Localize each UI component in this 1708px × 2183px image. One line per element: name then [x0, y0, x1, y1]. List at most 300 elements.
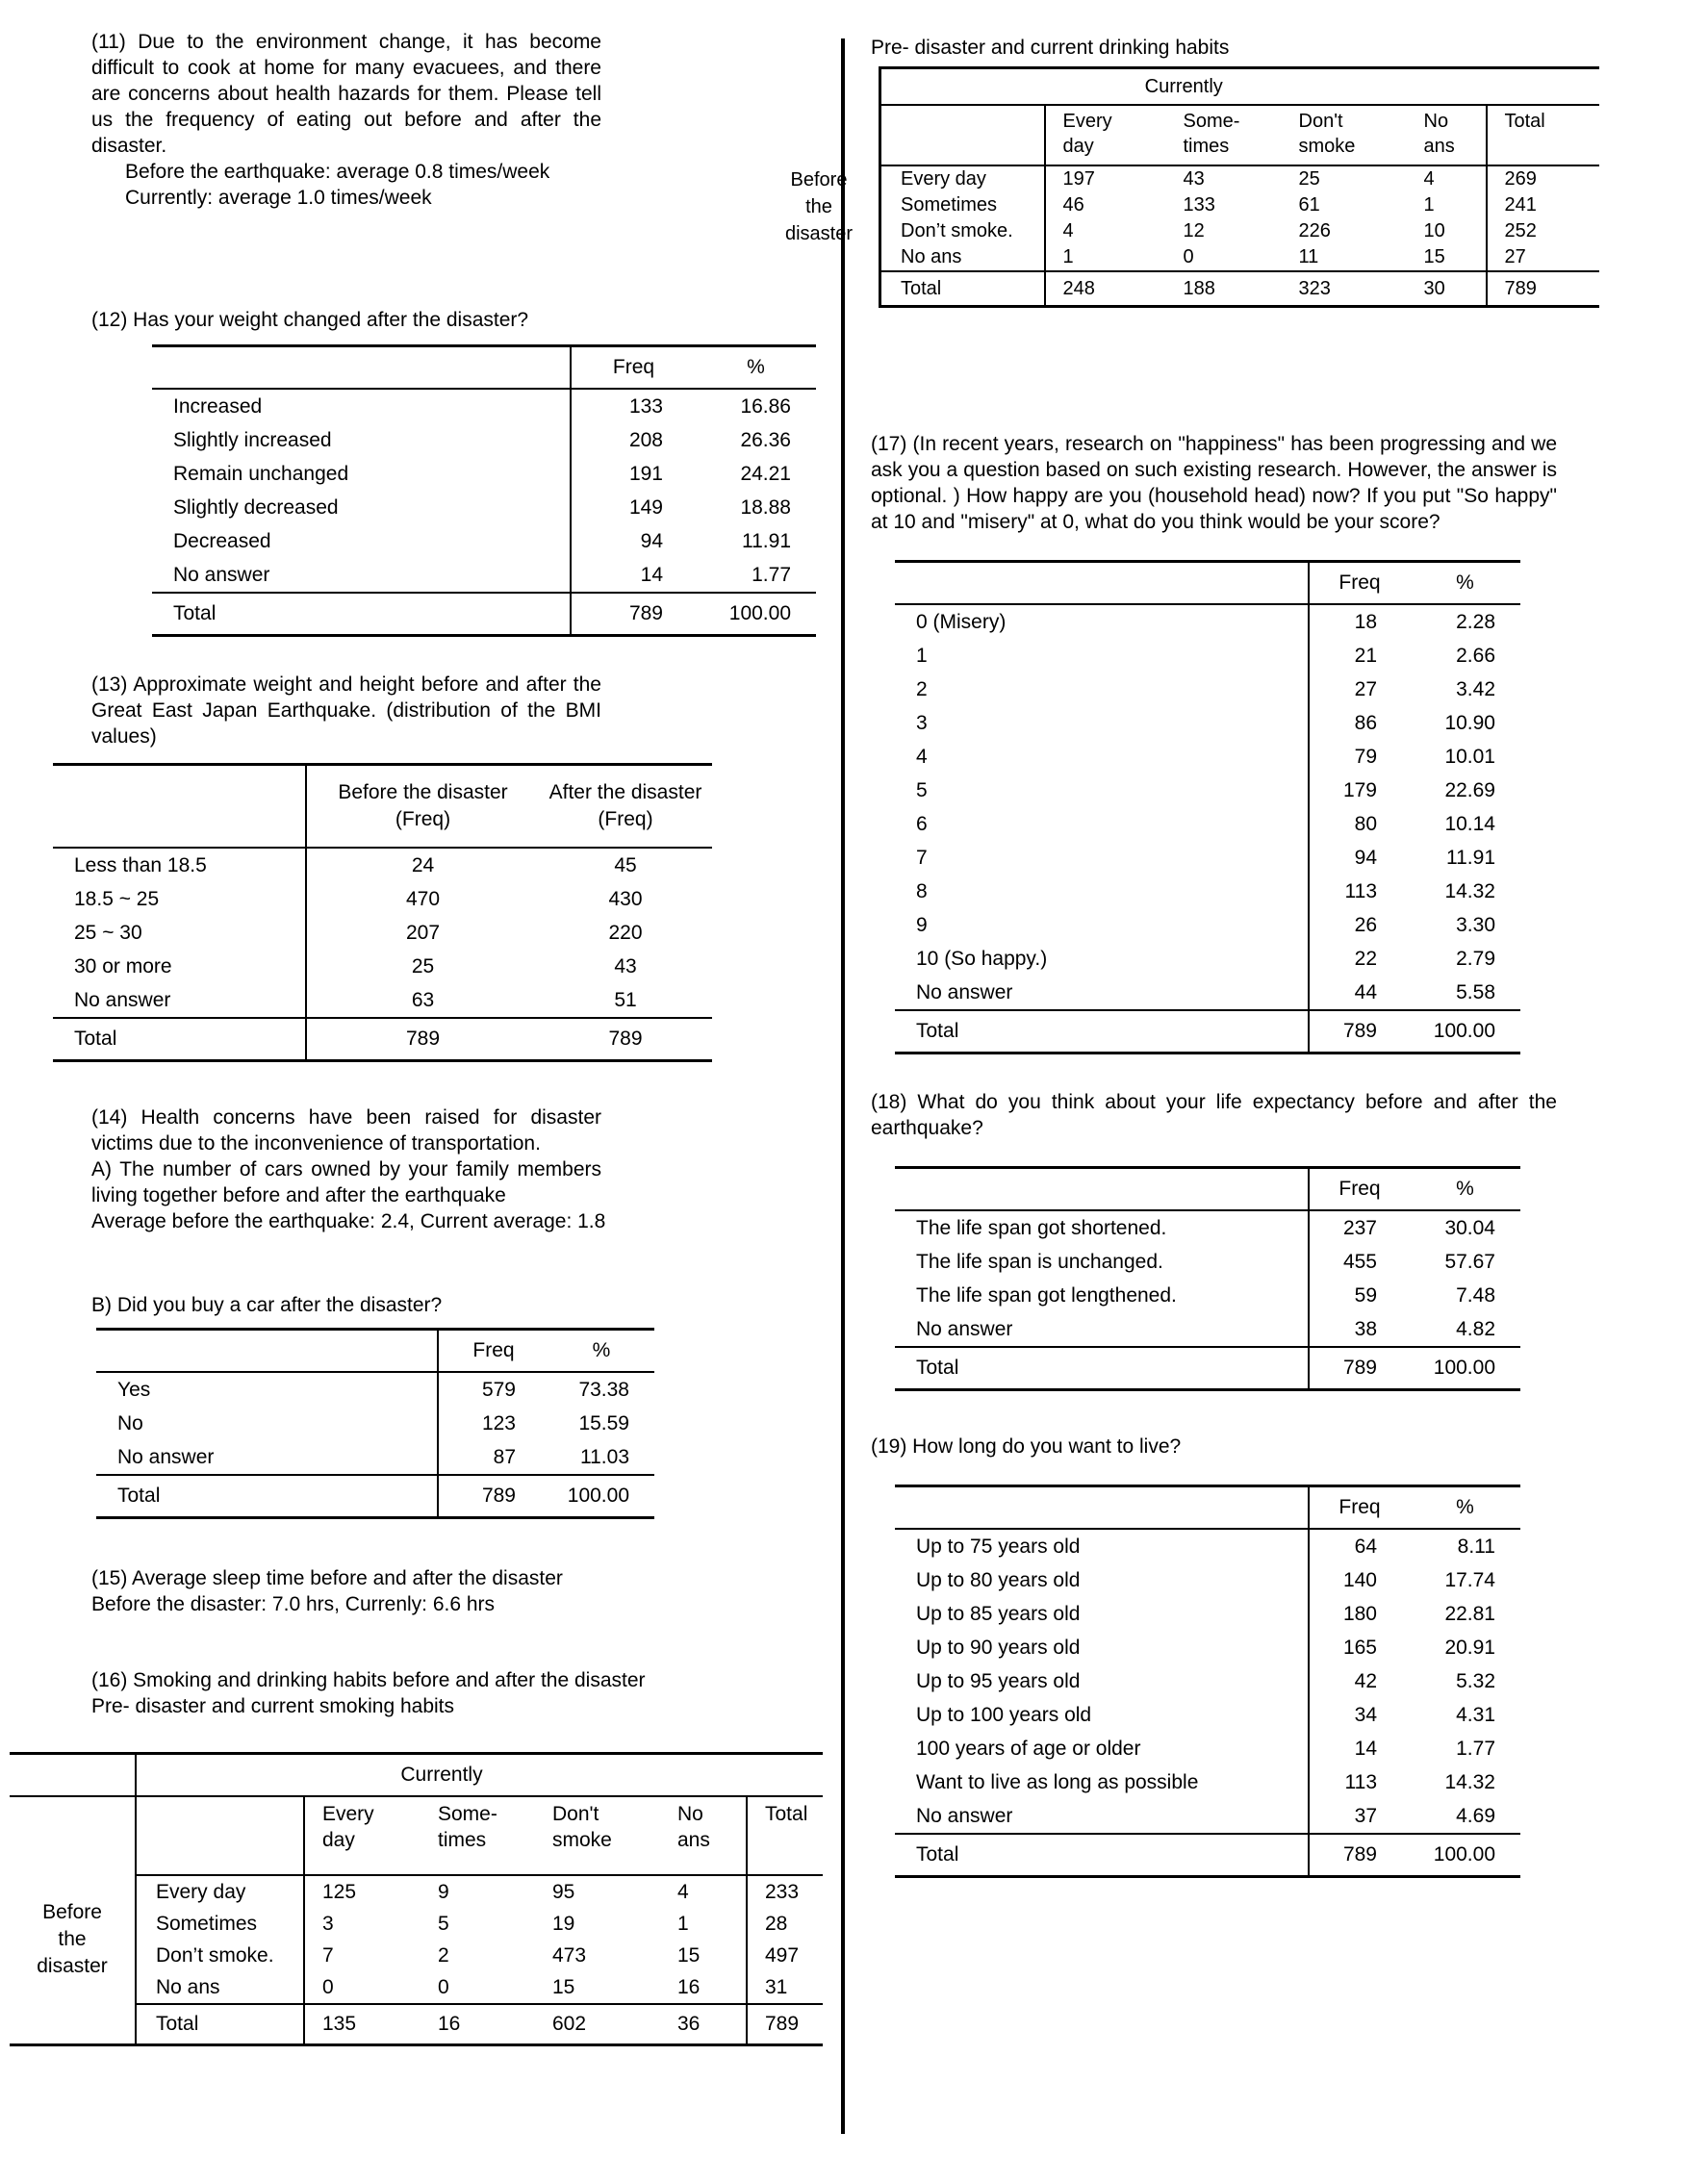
table-row — [895, 1834, 1520, 1877]
cell-value: 149 — [571, 491, 696, 524]
row-label: No answer — [74, 988, 171, 1011]
total-value: 100.00 — [1410, 1010, 1520, 1053]
total-value: 789 — [571, 593, 696, 636]
cell-value: 14.32 — [1444, 1770, 1495, 1793]
total-value: 188 — [1166, 271, 1282, 307]
row-label: Remain unchanged — [173, 462, 349, 485]
total-value: 789 — [1309, 1834, 1410, 1877]
row-label: Don’t smoke. — [901, 220, 1013, 241]
cell-value: 179 — [1309, 774, 1410, 807]
table-row — [880, 68, 1599, 106]
total-label: Total — [53, 1018, 306, 1061]
desired-lifespan-table — [895, 1485, 1520, 1878]
cell-value: 1 — [1423, 194, 1435, 216]
cell-value: 2.66 — [1456, 644, 1495, 667]
cell-value: 470 — [306, 882, 539, 916]
col-header: Before the disaster (Freq) — [306, 765, 539, 849]
table-row — [152, 423, 816, 457]
cell-value: 113 — [1309, 875, 1410, 908]
table-row — [96, 1330, 654, 1373]
row-label: Up to 95 years old — [916, 1669, 1081, 1692]
table-row — [895, 807, 1520, 841]
group-header: Currently — [880, 68, 1487, 106]
row-label: No answer — [173, 563, 270, 586]
cell-value: 191 — [571, 457, 696, 491]
cell-value: 5 — [438, 1912, 449, 1935]
car-purchase-table — [96, 1328, 654, 1519]
cell-value: 0 — [304, 1971, 421, 2004]
drinking-habits-crosstab — [879, 66, 1599, 308]
row-label: 25 ~ 30 — [74, 921, 142, 944]
cell-value: 3 — [304, 1908, 421, 1940]
table-row — [96, 1440, 654, 1475]
table-row — [152, 491, 816, 524]
table-row — [895, 1563, 1520, 1597]
cell-value: 18.88 — [740, 495, 791, 519]
cell-value: 34 — [1309, 1698, 1410, 1732]
col-header: No ans — [660, 1796, 747, 1875]
table-row — [53, 765, 712, 849]
cell-value: 11.03 — [580, 1445, 629, 1468]
table-row — [880, 244, 1599, 271]
cell-value: 7.48 — [1456, 1283, 1495, 1307]
cell-value: 11.91 — [1446, 846, 1495, 869]
cell-value: 237 — [1309, 1210, 1410, 1245]
col-header: % — [1410, 1486, 1520, 1530]
table-row — [895, 1631, 1520, 1664]
total-value: 323 — [1282, 271, 1407, 307]
cell-value: 25 — [306, 950, 539, 983]
cell-value: 3.42 — [1456, 677, 1495, 700]
cell-value: 10.14 — [1444, 812, 1495, 835]
cell-value: 16 — [677, 1975, 701, 1998]
table-row — [895, 841, 1520, 875]
question-11-before-line: Before the earthquake: average 0.8 times/week — [125, 161, 550, 183]
cell-value: 269 — [1487, 165, 1599, 192]
table-row — [10, 1796, 823, 1875]
row-label: Every day — [901, 168, 986, 190]
row-label: 10 (So happy.) — [916, 947, 1048, 970]
question-14b-text: B) Did you buy a car after the disaster? — [91, 1294, 443, 1316]
row-label: No answer — [916, 980, 1013, 1003]
col-header — [895, 1168, 1309, 1211]
total-value: 135 — [304, 2004, 421, 2045]
cell-value: 63 — [306, 983, 539, 1018]
total-value: 100.00 — [1410, 1347, 1520, 1390]
table-row — [880, 165, 1599, 192]
cell-value: 5.58 — [1456, 980, 1495, 1003]
row-label: 100 years of age or older — [916, 1737, 1141, 1760]
col-header: Freq — [1309, 562, 1410, 605]
table-row — [895, 1210, 1520, 1245]
row-label: 30 or more — [74, 954, 172, 977]
cell-value: 30.04 — [1444, 1216, 1495, 1239]
table-row — [53, 983, 712, 1018]
table-row — [152, 558, 816, 593]
table-row — [895, 1312, 1520, 1347]
table-row — [895, 604, 1520, 639]
total-label: Total — [152, 593, 571, 636]
cell-value: 1 — [677, 1912, 689, 1935]
cell-value: 140 — [1309, 1563, 1410, 1597]
cell-value: 0 — [438, 1975, 449, 1998]
col-header — [53, 765, 306, 849]
row-group-label: Before the disaster — [37, 1901, 108, 1977]
cell-value: 27 — [1487, 244, 1599, 271]
col-header: After the disaster (Freq) — [539, 765, 712, 849]
row-label: No ans — [901, 246, 962, 267]
cell-value: 133 — [1183, 194, 1215, 216]
row-label: 8 — [916, 879, 928, 902]
cell-value: 18 — [1309, 604, 1410, 639]
row-label: No answer — [117, 1445, 215, 1468]
row-label: 4 — [916, 745, 928, 768]
table-row — [895, 1765, 1520, 1799]
table-row — [895, 1168, 1520, 1211]
cell-value: 5.32 — [1456, 1669, 1495, 1692]
question-17-text: (17) (In recent years, research on "happiness" has been progressing and we ask you a question based on such existing research. However, the answer is optional. ) How happy are you (household head) now? If you put "So happy" at 10 and "misery" at 0, what do you think would be your score? — [871, 433, 1557, 533]
cell-value: 26 — [1309, 908, 1410, 942]
cell-value: 497 — [747, 1940, 823, 1971]
row-label: Don’t smoke. — [136, 1940, 304, 1971]
table-row — [96, 1372, 654, 1407]
row-label: 5 — [916, 778, 928, 801]
cell-value: 207 — [306, 916, 539, 950]
row-label: 0 (Misery) — [916, 610, 1007, 633]
cell-value: 2 — [438, 1943, 449, 1967]
table-row — [53, 1018, 712, 1061]
cell-value: 14 — [1309, 1732, 1410, 1765]
cell-value: 86 — [1309, 706, 1410, 740]
cell-value: 226 — [1298, 220, 1331, 241]
cell-value: 73.38 — [578, 1378, 629, 1401]
col-header — [895, 1486, 1309, 1530]
question-16-title: (16) Smoking and drinking habits before and after the disaster — [91, 1669, 646, 1691]
col-header: Freq — [571, 346, 696, 390]
cell-value: 165 — [1309, 1631, 1410, 1664]
cell-value: 4.31 — [1456, 1703, 1495, 1726]
table-row — [96, 1475, 654, 1518]
cell-value: 180 — [1309, 1597, 1410, 1631]
total-value: 36 — [660, 2004, 747, 2045]
table-cell — [136, 1796, 304, 1875]
cell-value: 20.91 — [1444, 1636, 1495, 1659]
cell-value: 2.28 — [1456, 610, 1495, 633]
cell-value: 44 — [1309, 976, 1410, 1010]
cell-value: 26.36 — [740, 428, 791, 451]
col-header — [895, 562, 1309, 605]
cell-value: 252 — [1487, 218, 1599, 244]
before-the-disaster-label-line: the — [805, 196, 832, 217]
cell-value: 15 — [677, 1943, 701, 1967]
table-row — [880, 192, 1599, 218]
row-label: Up to 80 years old — [916, 1568, 1081, 1591]
before-the-disaster-label-line: Before — [790, 169, 848, 190]
row-label: The life span is unchanged. — [916, 1250, 1163, 1273]
question-14a-average-line: Average before the earthquake: 2.4, Current average: 1.8 — [91, 1210, 606, 1232]
table-row — [895, 1279, 1520, 1312]
cell-value: 220 — [608, 921, 643, 944]
cell-value: 16.86 — [740, 394, 791, 418]
cell-value: 37 — [1309, 1799, 1410, 1834]
table-row — [880, 105, 1599, 165]
cell-value: 79 — [1309, 740, 1410, 774]
row-label: 3 — [916, 711, 928, 734]
cell-value: 4.69 — [1456, 1804, 1495, 1827]
table-row — [152, 524, 816, 558]
total-value: 789 — [539, 1018, 712, 1061]
col-header: Freq — [1309, 1486, 1410, 1530]
table-row — [895, 1486, 1520, 1530]
cell-value: 21 — [1309, 639, 1410, 673]
row-label: Increased — [173, 394, 263, 418]
table-row — [10, 1875, 823, 1908]
cell-value: 7 — [304, 1940, 421, 1971]
total-value: 100.00 — [1410, 1834, 1520, 1877]
question-15-title: (15) Average sleep time before and after the disaster — [91, 1567, 563, 1589]
total-label: Total — [895, 1010, 1309, 1053]
table-cell — [747, 1754, 823, 1797]
cell-value: 28 — [747, 1908, 823, 1940]
total-value: 100.00 — [696, 593, 816, 636]
table-row — [895, 875, 1520, 908]
group-header: Currently — [136, 1754, 747, 1797]
col-header: Don't smoke — [1282, 105, 1407, 165]
row-label: The life span got shortened. — [916, 1216, 1167, 1239]
cell-value: 27 — [1309, 673, 1410, 706]
cell-value: 57.67 — [1444, 1250, 1495, 1273]
total-value: 789 — [747, 2004, 823, 2045]
table-row — [10, 1754, 823, 1797]
cell-value: 38 — [1309, 1312, 1410, 1347]
cell-value: 579 — [438, 1372, 548, 1407]
table-row — [895, 1664, 1520, 1698]
col-header: % — [1410, 1168, 1520, 1211]
cell-value: 95 — [552, 1880, 575, 1903]
table-row — [152, 346, 816, 390]
col-header: Freq — [438, 1330, 548, 1373]
row-label: Up to 100 years old — [916, 1703, 1092, 1726]
total-value: 16 — [421, 2004, 535, 2045]
cell-value: 4 — [1045, 218, 1166, 244]
cell-value: 4.82 — [1456, 1317, 1495, 1340]
column-divider — [841, 38, 845, 2134]
row-label: Every day — [136, 1875, 304, 1908]
total-value: 100.00 — [548, 1475, 654, 1518]
table-row — [895, 1010, 1520, 1053]
cell-value: 51 — [614, 988, 637, 1011]
total-value: 789 — [1309, 1347, 1410, 1390]
row-label: 9 — [916, 913, 928, 936]
table-row — [10, 2004, 823, 2045]
table-row — [895, 1245, 1520, 1279]
col-header: No ans — [1407, 105, 1487, 165]
table-row — [152, 389, 816, 423]
cell-value: 22 — [1309, 942, 1410, 976]
row-label: Want to live as long as possible — [916, 1770, 1199, 1793]
cell-value: 43 — [614, 954, 637, 977]
cell-value: 125 — [304, 1875, 421, 1908]
row-label: Sometimes — [901, 194, 998, 216]
cell-value: 113 — [1309, 1765, 1410, 1799]
drinking-habits-title: Pre- disaster and current drinking habits — [871, 37, 1230, 59]
cell-value: 10 — [1423, 220, 1445, 241]
col-header: Every day — [304, 1796, 421, 1875]
cell-value: 4 — [677, 1880, 689, 1903]
cell-value: 42 — [1309, 1664, 1410, 1698]
cell-value: 43 — [1183, 168, 1205, 190]
total-value: 30 — [1407, 271, 1487, 307]
table-row — [895, 976, 1520, 1010]
cell-value: 14.32 — [1444, 879, 1495, 902]
cell-value: 430 — [608, 887, 643, 910]
cell-value: 10.90 — [1444, 711, 1495, 734]
cell-value: 15 — [552, 1975, 575, 1998]
row-label: No answer — [916, 1317, 1013, 1340]
cell-value: 17.74 — [1444, 1568, 1495, 1591]
row-label: Up to 75 years old — [916, 1535, 1081, 1558]
total-label: Total — [136, 2004, 304, 2045]
col-header: % — [1410, 562, 1520, 605]
table-row — [895, 1799, 1520, 1834]
cell-value: 94 — [1309, 841, 1410, 875]
col-header: % — [548, 1330, 654, 1373]
total-label: Total — [880, 271, 1045, 307]
row-label: Up to 85 years old — [916, 1602, 1081, 1625]
col-header: % — [696, 346, 816, 390]
cell-value: 4 — [1423, 168, 1435, 190]
cell-value: 8.11 — [1457, 1535, 1495, 1558]
col-header — [96, 1330, 438, 1373]
cell-value: 1.77 — [752, 563, 791, 586]
total-label: Total — [895, 1347, 1309, 1390]
row-label: Less than 18.5 — [74, 853, 207, 876]
total-label: Total — [96, 1475, 438, 1518]
table-row — [880, 271, 1599, 307]
table-row — [53, 950, 712, 983]
table-row — [895, 908, 1520, 942]
life-expectancy-table — [895, 1166, 1520, 1391]
table-row — [96, 1407, 654, 1440]
bmi-distribution-table — [53, 763, 712, 1062]
row-label: Slightly decreased — [173, 495, 339, 519]
table-row — [895, 673, 1520, 706]
cell-value: 123 — [438, 1407, 548, 1440]
col-header — [152, 346, 571, 390]
cell-value: 3.30 — [1456, 913, 1495, 936]
row-label: Up to 90 years old — [916, 1636, 1081, 1659]
total-value: 602 — [535, 2004, 660, 2045]
cell-value: 24 — [306, 848, 539, 882]
cell-value: 12 — [1183, 220, 1205, 241]
table-row — [152, 457, 816, 491]
cell-value: 87 — [438, 1440, 548, 1475]
question-19-title: (19) How long do you want to live? — [871, 1435, 1182, 1458]
cell-value: 46 — [1045, 192, 1166, 218]
smoking-habits-crosstab — [10, 1752, 823, 2046]
table-row — [895, 1529, 1520, 1563]
row-label: No — [117, 1411, 143, 1434]
col-header: Some- times — [1166, 105, 1282, 165]
cell-value: 233 — [747, 1875, 823, 1908]
question-16-subtitle: Pre- disaster and current smoking habits — [91, 1695, 455, 1717]
total-value: 789 — [1487, 271, 1599, 307]
cell-value: 31 — [747, 1971, 823, 2004]
table-row — [152, 593, 816, 636]
table-row — [895, 774, 1520, 807]
cell-value: 15 — [1423, 246, 1445, 267]
table-row — [895, 706, 1520, 740]
row-label: Decreased — [173, 529, 271, 552]
cell-value: 473 — [552, 1943, 587, 1967]
question-14a-text: A) The number of cars owned by your family members living together before and after the earthquake — [91, 1158, 601, 1206]
cell-value: 14 — [571, 558, 696, 593]
cell-value: 24.21 — [740, 462, 791, 485]
row-label: 1 — [916, 644, 928, 667]
row-label: No ans — [136, 1971, 304, 2004]
question-14-text: (14) Health concerns have been raised for disaster victims due to the inconvenience of transportation. — [91, 1106, 601, 1155]
question-11-text: (11) Due to the environment change, it has become difficult to cook at home for many evacuees, and there are concerns about health hazards for them. Please tell us the frequency of eating out before and after the disaster. — [91, 31, 601, 157]
table-row — [895, 562, 1520, 605]
table-row — [880, 218, 1599, 244]
cell-value: 11 — [1298, 246, 1319, 267]
row-label: No answer — [916, 1804, 1013, 1827]
total-value: 789 — [306, 1018, 539, 1061]
col-header: Total — [1487, 105, 1599, 165]
before-the-disaster-label-line: disaster — [784, 223, 854, 244]
row-label: Sometimes — [136, 1908, 304, 1940]
happiness-score-table — [895, 560, 1520, 1054]
table-row — [895, 1698, 1520, 1732]
table-row — [895, 740, 1520, 774]
table-cell — [10, 1796, 136, 1875]
table-row — [895, 1732, 1520, 1765]
question-18-text: (18) What do you think about your life expectancy before and after the earthquake? — [871, 1091, 1557, 1139]
cell-value: 61 — [1298, 194, 1320, 216]
cell-value: 10.01 — [1444, 745, 1495, 768]
col-header: Freq — [1309, 1168, 1410, 1211]
table-row — [53, 882, 712, 916]
total-label: Total — [895, 1834, 1309, 1877]
col-header: Some- times — [421, 1796, 535, 1875]
cell-value: 241 — [1487, 192, 1599, 218]
table-row — [895, 1347, 1520, 1390]
weight-change-table — [152, 344, 816, 637]
col-header: Don't smoke — [535, 1796, 660, 1875]
cell-value: 59 — [1309, 1279, 1410, 1312]
question-15-values-line: Before the disaster: 7.0 hrs, Currenly: 6.6 hrs — [91, 1593, 496, 1615]
table-row — [53, 848, 712, 882]
before-the-disaster-label — [775, 166, 863, 247]
row-label: 2 — [916, 677, 928, 700]
table-row — [895, 639, 1520, 673]
row-label: Yes — [117, 1378, 151, 1401]
table-cell — [10, 2004, 136, 2045]
row-label: 7 — [916, 846, 928, 869]
col-header: Total — [747, 1796, 823, 1875]
cell-value: 2.79 — [1456, 947, 1495, 970]
table-row — [895, 942, 1520, 976]
cell-value: 455 — [1309, 1245, 1410, 1279]
question-11-current-line: Currently: average 1.0 times/week — [125, 187, 432, 209]
cell-value: 22.69 — [1444, 778, 1495, 801]
cell-value: 208 — [571, 423, 696, 457]
drinking-table-wrapper — [784, 66, 1602, 308]
cell-value: 94 — [571, 524, 696, 558]
total-value: 789 — [438, 1475, 548, 1518]
table-cell — [1487, 68, 1599, 106]
question-13-title: (13) Approximate weight and height before and after the Great East Japan Earthquake. (distribution of the BMI values) — [91, 673, 601, 748]
